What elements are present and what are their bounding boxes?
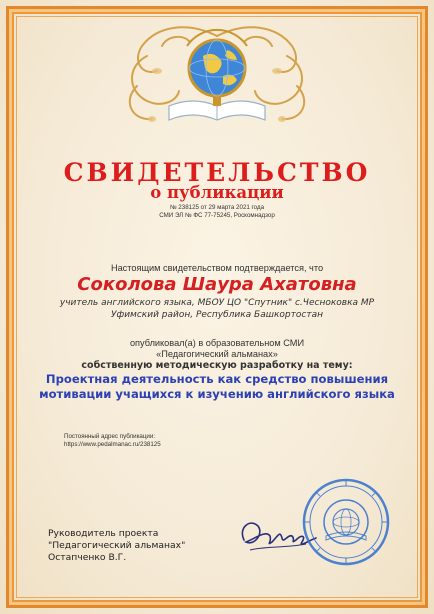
address-url: https://www.pedalmanac.ru/238125 <box>64 441 161 448</box>
globe-book-emblem-icon <box>117 16 317 134</box>
certificate-subtitle: о публикации <box>150 183 284 202</box>
recipient-position: учитель английского языка, МБОУ ЦО "Спутник" с.Чесноковка МР <box>59 298 375 308</box>
recipient-name: Соколова Шаура Ахатовна <box>77 274 357 295</box>
head-project: "Педагогический альманах" <box>48 540 186 551</box>
recipient-location: Уфимский район, Республика Башкортостан <box>111 310 323 320</box>
media-name: «Педагогический альманах» <box>156 349 278 359</box>
head-name: Остапченко В.Г. <box>48 552 127 563</box>
topic-intro: собственную методическую разработку на тему: <box>81 360 353 371</box>
head-title: Руководитель проекта <box>48 528 159 539</box>
media-license: СМИ ЭЛ № ФС 77-75245, Роскомнадзор <box>159 212 275 219</box>
confirm-text: Настоящим свидетельством подтверждается, что <box>110 263 324 273</box>
certificate-title: СВИДЕТЕЛЬСТВО <box>63 158 371 187</box>
topic-line-2: мотивации учащихся к изучению английского языка <box>39 387 395 401</box>
address-label: Постоянный адрес публикации: <box>64 433 156 440</box>
published-text: опубликовал(а) в образовательном СМИ <box>129 338 305 348</box>
topic-line-1: Проектная деятельность как средство повышения <box>45 372 389 386</box>
registry-number: № 238125 от 29 марта 2021 года <box>169 204 265 211</box>
round-stamp-icon <box>300 476 392 568</box>
